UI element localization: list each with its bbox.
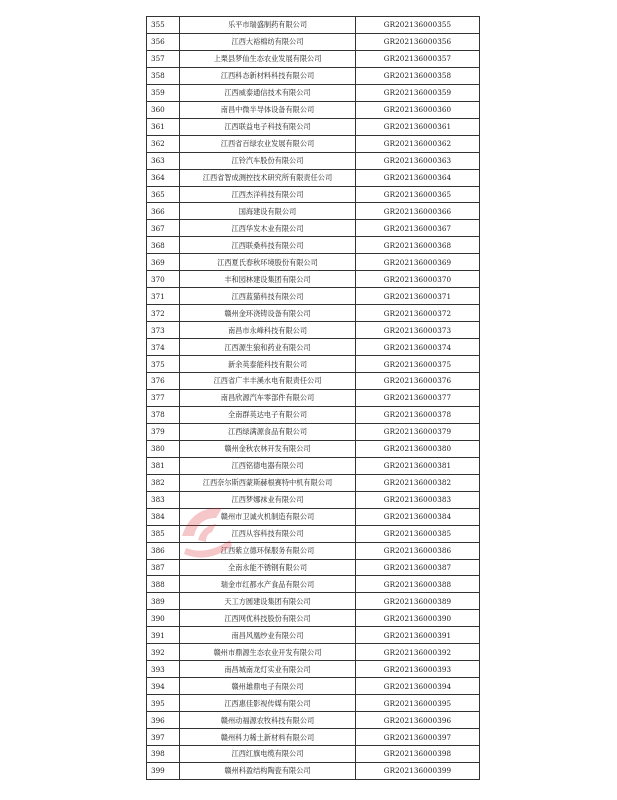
company-name-cell: 江西科态新材料科技有限公司 [180,67,356,84]
company-name-cell: 乐平市瑞盛制药有限公司 [180,17,356,34]
company-name-cell: 江西绿满源食品有限公司 [180,423,356,440]
certificate-number-cell: GR202136000390 [356,610,480,627]
row-number-cell: 370 [147,271,180,288]
row-number-cell: 391 [147,627,180,644]
row-number-cell: 380 [147,440,180,457]
row-number-cell: 395 [147,695,180,712]
company-name-cell: 赣州金秋农林开发有限公司 [180,440,356,457]
certificate-number-cell: GR202136000368 [356,237,480,254]
table-row [147,389,480,406]
table-row [147,593,480,610]
certificate-number-cell: GR202136000378 [356,406,480,423]
row-number-cell: 368 [147,237,180,254]
certificate-number-cell: GR202136000383 [356,491,480,508]
table-row [147,305,480,322]
company-name-cell: 江西省百绿农业发展有限公司 [180,135,356,152]
certificate-number-cell: GR202136000396 [356,712,480,729]
company-name-cell: 江西红旗电缆有限公司 [180,745,356,762]
row-number-cell: 355 [147,17,180,34]
row-number-cell: 387 [147,559,180,576]
certificate-number-cell: GR202136000384 [356,508,480,525]
row-number-cell: 372 [147,305,180,322]
row-number-cell: 399 [147,762,180,779]
company-name-cell: 南昌欣源汽车零部件有限公司 [180,389,356,406]
company-name-cell: 江西从容科技有限公司 [180,525,356,542]
certificate-number-cell: GR202136000367 [356,220,480,237]
row-number-cell: 392 [147,644,180,661]
company-name-cell: 上栗县梦仙生态农业发展有限公司 [180,50,356,67]
certificate-number-cell: GR202136000358 [356,67,480,84]
certificate-number-cell: GR202136000364 [356,169,480,186]
table-row [147,474,480,491]
company-name-cell: 江西紫立德环保服务有限公司 [180,542,356,559]
row-number-cell: 361 [147,118,180,135]
certificate-number-cell: GR202136000380 [356,440,480,457]
certificate-number-cell: GR202136000393 [356,661,480,678]
certificate-number-cell: GR202136000371 [356,288,480,305]
table-row [147,254,480,271]
certificate-number-cell: GR202136000379 [356,423,480,440]
company-name-cell: 南昌市永峰科技有限公司 [180,322,356,339]
company-name-cell: 南昌城南龙灯实业有限公司 [180,661,356,678]
company-name-cell: 瑞金市红都水产食品有限公司 [180,576,356,593]
row-number-cell: 378 [147,406,180,423]
table-row [147,745,480,762]
certificate-number-cell: GR202136000361 [356,118,480,135]
certificate-number-cell: GR202136000388 [356,576,480,593]
certificate-number-cell: GR202136000355 [356,17,480,34]
row-number-cell: 359 [147,84,180,101]
company-name-cell: 天工方圆建设集团有限公司 [180,593,356,610]
row-number-cell: 362 [147,135,180,152]
certificate-number-cell: GR202136000397 [356,729,480,746]
table-row [147,186,480,203]
company-name-cell: 赣州科盈结构陶瓷有限公司 [180,762,356,779]
row-number-cell: 389 [147,593,180,610]
table-row [147,644,480,661]
row-number-cell: 360 [147,101,180,118]
row-number-cell: 358 [147,67,180,84]
table-row [147,84,480,101]
certificate-number-cell: GR202136000386 [356,542,480,559]
company-name-cell: 江西省智成测控技术研究所有限责任公司 [180,169,356,186]
company-name-cell: 国海建设有限公司 [180,203,356,220]
table-row [147,712,480,729]
company-name-cell: 江西夏氏春秋环境股份有限公司 [180,254,356,271]
certificate-number-cell: GR202136000365 [356,186,480,203]
company-name-cell: 新余英泰能科技有限公司 [180,356,356,373]
company-name-cell: 江西梦娜袜业有限公司 [180,491,356,508]
company-name-cell: 江西联桑科技有限公司 [180,237,356,254]
certificate-number-cell: GR202136000382 [356,474,480,491]
table-row [147,288,480,305]
certificate-number-cell: GR202136000356 [356,33,480,50]
certificate-number-cell: GR202136000395 [356,695,480,712]
certificate-number-cell: GR202136000372 [356,305,480,322]
row-number-cell: 367 [147,220,180,237]
table-row [147,169,480,186]
table-row [147,406,480,423]
company-name-cell: 江西铭德电器有限公司 [180,457,356,474]
certificate-number-cell: GR202136000369 [356,254,480,271]
table-row [147,440,480,457]
row-number-cell: 377 [147,389,180,406]
table-row [147,457,480,474]
company-name-cell: 江西威泰通信技术有限公司 [180,84,356,101]
certificate-number-cell: GR202136000385 [356,525,480,542]
table-row [147,373,480,390]
table-row [147,729,480,746]
company-name-cell: 全南群英达电子有限公司 [180,406,356,423]
company-name-cell: 江西华发木业有限公司 [180,220,356,237]
company-name-cell: 江西奈尔斯西蒙斯赫根赛特中机有限公司 [180,474,356,491]
row-number-cell: 364 [147,169,180,186]
row-number-cell: 381 [147,457,180,474]
row-number-cell: 366 [147,203,180,220]
row-number-cell: 373 [147,322,180,339]
company-name-cell: 赣州市卫诚火机制造有限公司 [180,508,356,525]
company-name-cell: 江西大裕棉纺有限公司 [180,33,356,50]
table-row [147,339,480,356]
table-row [147,33,480,50]
table-row [147,220,480,237]
table-row [147,152,480,169]
table-row [147,491,480,508]
row-number-cell: 398 [147,745,180,762]
table-row [147,610,480,627]
company-name-cell: 赣州金环浇铸设备有限公司 [180,305,356,322]
row-number-cell: 390 [147,610,180,627]
table-row [147,627,480,644]
table-row [147,271,480,288]
company-name-cell: 江铃汽车股份有限公司 [180,152,356,169]
table-row [147,203,480,220]
certificate-number-cell: GR202136000392 [356,644,480,661]
company-name-cell: 赣州市鼎源生态农业开发有限公司 [180,644,356,661]
certificate-number-cell: GR202136000394 [356,678,480,695]
certificate-number-cell: GR202136000370 [356,271,480,288]
certificate-number-cell: GR202136000399 [356,762,480,779]
table-row [147,135,480,152]
certificate-number-cell: GR202136000359 [356,84,480,101]
certificate-number-cell: GR202136000377 [356,389,480,406]
table-row [147,661,480,678]
row-number-cell: 382 [147,474,180,491]
certificate-number-cell: GR202136000357 [356,50,480,67]
row-number-cell: 385 [147,525,180,542]
table-row [147,237,480,254]
table-row [147,695,480,712]
company-name-cell: 江西源生狼和药业有限公司 [180,339,356,356]
table-row [147,525,480,542]
table-row [147,17,480,34]
certificate-number-cell: GR202136000375 [356,356,480,373]
table-body [147,17,480,780]
row-number-cell: 394 [147,678,180,695]
certificate-number-cell: GR202136000373 [356,322,480,339]
certificate-number-cell: GR202136000389 [356,593,480,610]
table-row [147,423,480,440]
row-number-cell: 379 [147,423,180,440]
certificate-number-cell: GR202136000366 [356,203,480,220]
certificate-number-cell: GR202136000376 [356,373,480,390]
row-number-cell: 357 [147,50,180,67]
table-row [147,559,480,576]
table-row [147,762,480,779]
certificate-number-cell: GR202136000391 [356,627,480,644]
certificate-number-cell: GR202136000363 [356,152,480,169]
row-number-cell: 383 [147,491,180,508]
certificate-number-cell: GR202136000360 [356,101,480,118]
row-number-cell: 375 [147,356,180,373]
company-name-cell: 赣州科力稀土新材料有限公司 [180,729,356,746]
row-number-cell: 388 [147,576,180,593]
company-name-cell: 赣州雄鼎电子有限公司 [180,678,356,695]
table-row [147,118,480,135]
row-number-cell: 376 [147,373,180,390]
company-name-cell: 江西蓝猫科技有限公司 [180,288,356,305]
certificate-number-cell: GR202136000387 [356,559,480,576]
company-name-cell: 江西杰洋科技有限公司 [180,186,356,203]
table-row [147,356,480,373]
table-row [147,101,480,118]
row-number-cell: 397 [147,729,180,746]
row-number-cell: 386 [147,542,180,559]
row-number-cell: 369 [147,254,180,271]
row-number-cell: 371 [147,288,180,305]
table-row [147,508,480,525]
table-row [147,67,480,84]
row-number-cell: 396 [147,712,180,729]
company-name-cell: 江西网优科技股份有限公司 [180,610,356,627]
company-name-cell: 江西惠佳影视传媒有限公司 [180,695,356,712]
company-name-cell: 南昌风凰纱业有限公司 [180,627,356,644]
company-name-cell: 南昌中微半导体设备有限公司 [180,101,356,118]
table-row [147,50,480,67]
row-number-cell: 365 [147,186,180,203]
company-name-cell: 江西联益电子科技有限公司 [180,118,356,135]
row-number-cell: 393 [147,661,180,678]
certificate-number-cell: GR202136000398 [356,745,480,762]
row-number-cell: 374 [147,339,180,356]
row-number-cell: 384 [147,508,180,525]
certificate-table [146,16,480,780]
certificate-number-cell: GR202136000362 [356,135,480,152]
table-row [147,678,480,695]
company-name-cell: 赣州动福源农牧科技有限公司 [180,712,356,729]
certificate-number-cell: GR202136000374 [356,339,480,356]
row-number-cell: 363 [147,152,180,169]
row-number-cell: 356 [147,33,180,50]
company-name-cell: 丰和园林建设集团有限公司 [180,271,356,288]
table-row [147,576,480,593]
table-row [147,542,480,559]
company-name-cell: 全南永能不锈钢有限公司 [180,559,356,576]
company-name-cell: 江西省广丰丰溪水电有限责任公司 [180,373,356,390]
table-row [147,322,480,339]
certificate-number-cell: GR202136000381 [356,457,480,474]
